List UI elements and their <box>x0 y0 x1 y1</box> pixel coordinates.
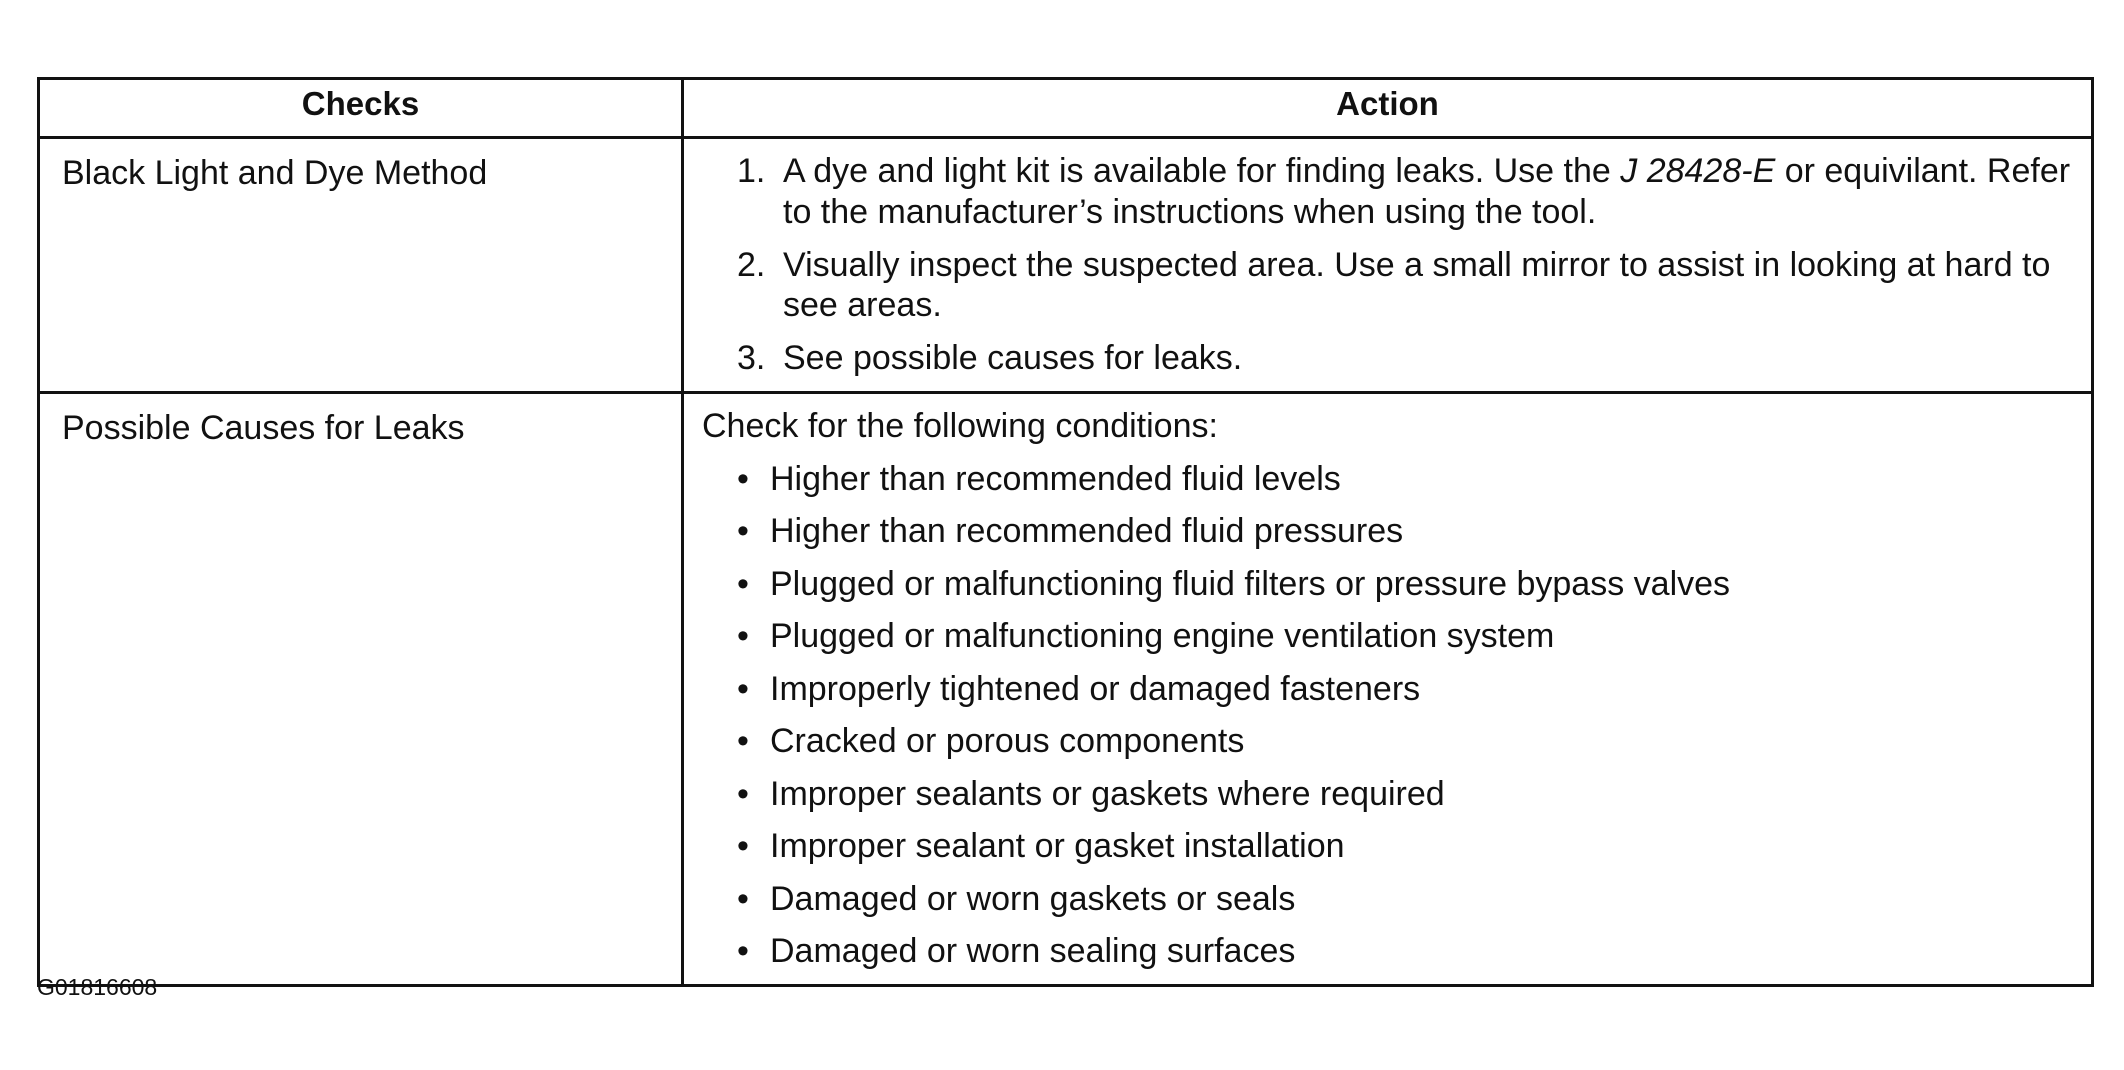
condition-text: Improper sealants or gaskets where required <box>770 774 1445 813</box>
condition-text: Plugged or malfunctioning fluid filters or pressure bypass valves <box>770 564 1731 603</box>
step-text-before: A dye and light kit is available for finding leaks. Use the <box>783 152 1621 190</box>
bullet-icon: • <box>737 669 749 708</box>
check-cell-causes: Possible Causes for Leaks <box>39 392 683 985</box>
bullet-icon: • <box>737 774 749 813</box>
bullet-icon: • <box>737 932 749 971</box>
step-item <box>702 245 2077 327</box>
list-item <box>702 669 2077 722</box>
step-text: Visually inspect the suspected area. Use a small mirror to assist in looking at hard to see areas. <box>783 245 2051 325</box>
conditions-list <box>702 459 2077 984</box>
condition-text: Higher than recommended fluid pressures <box>770 512 1404 551</box>
conditions-intro: Check for the following conditions: <box>702 406 1218 445</box>
step-number: 2. <box>737 245 766 284</box>
bullet-icon: • <box>737 564 749 603</box>
step-text: See possible causes for leaks. <box>783 339 1243 378</box>
step-text-after: or equivilant. Refer to the manufacturer’s instructions when using the tool. <box>783 152 2071 231</box>
condition-text: Improper sealant or gasket installation <box>770 827 1345 866</box>
condition-text: Damaged or worn gaskets or seals <box>770 879 1296 918</box>
bullet-icon: • <box>737 827 749 866</box>
step-number: 3. <box>737 339 766 378</box>
condition-text: Higher than recommended fluid levels <box>770 459 1341 498</box>
list-item <box>702 616 2077 669</box>
bullet-icon: • <box>737 512 749 551</box>
header-action: Action <box>683 79 2093 138</box>
step-item <box>702 151 2077 233</box>
action-cell-causes <box>683 392 2093 985</box>
table-row <box>39 138 2093 393</box>
list-item <box>702 459 2077 512</box>
action-cell-dye <box>683 138 2093 393</box>
condition-text: Plugged or malfunctioning engine ventilation system <box>770 617 1555 656</box>
step-list <box>702 151 2077 379</box>
tool-part-number: J 28428-E <box>1620 152 1776 190</box>
list-item <box>702 774 2077 827</box>
list-item <box>702 564 2077 617</box>
list-item <box>702 826 2077 879</box>
table-row <box>39 392 2093 985</box>
list-item <box>702 931 2077 984</box>
condition-text: Improperly tightened or damaged fasteners <box>770 669 1421 708</box>
figure-id: G01816608 <box>37 974 158 1000</box>
bullet-icon: • <box>737 722 749 761</box>
bullet-icon: • <box>737 879 749 918</box>
header-checks: Checks <box>39 79 683 138</box>
step-number: 1. <box>737 152 766 190</box>
step-item <box>702 338 2077 379</box>
list-item <box>702 721 2077 774</box>
table-header-row <box>39 79 2093 138</box>
condition-text: Cracked or porous components <box>770 722 1245 761</box>
condition-text: Damaged or worn sealing surfaces <box>770 932 1296 971</box>
leak-check-table <box>37 77 2094 987</box>
check-cell-dye: Black Light and Dye Method <box>39 138 683 393</box>
list-item <box>702 511 2077 564</box>
bullet-icon: • <box>737 617 749 656</box>
list-item <box>702 879 2077 932</box>
bullet-icon: • <box>737 459 749 498</box>
